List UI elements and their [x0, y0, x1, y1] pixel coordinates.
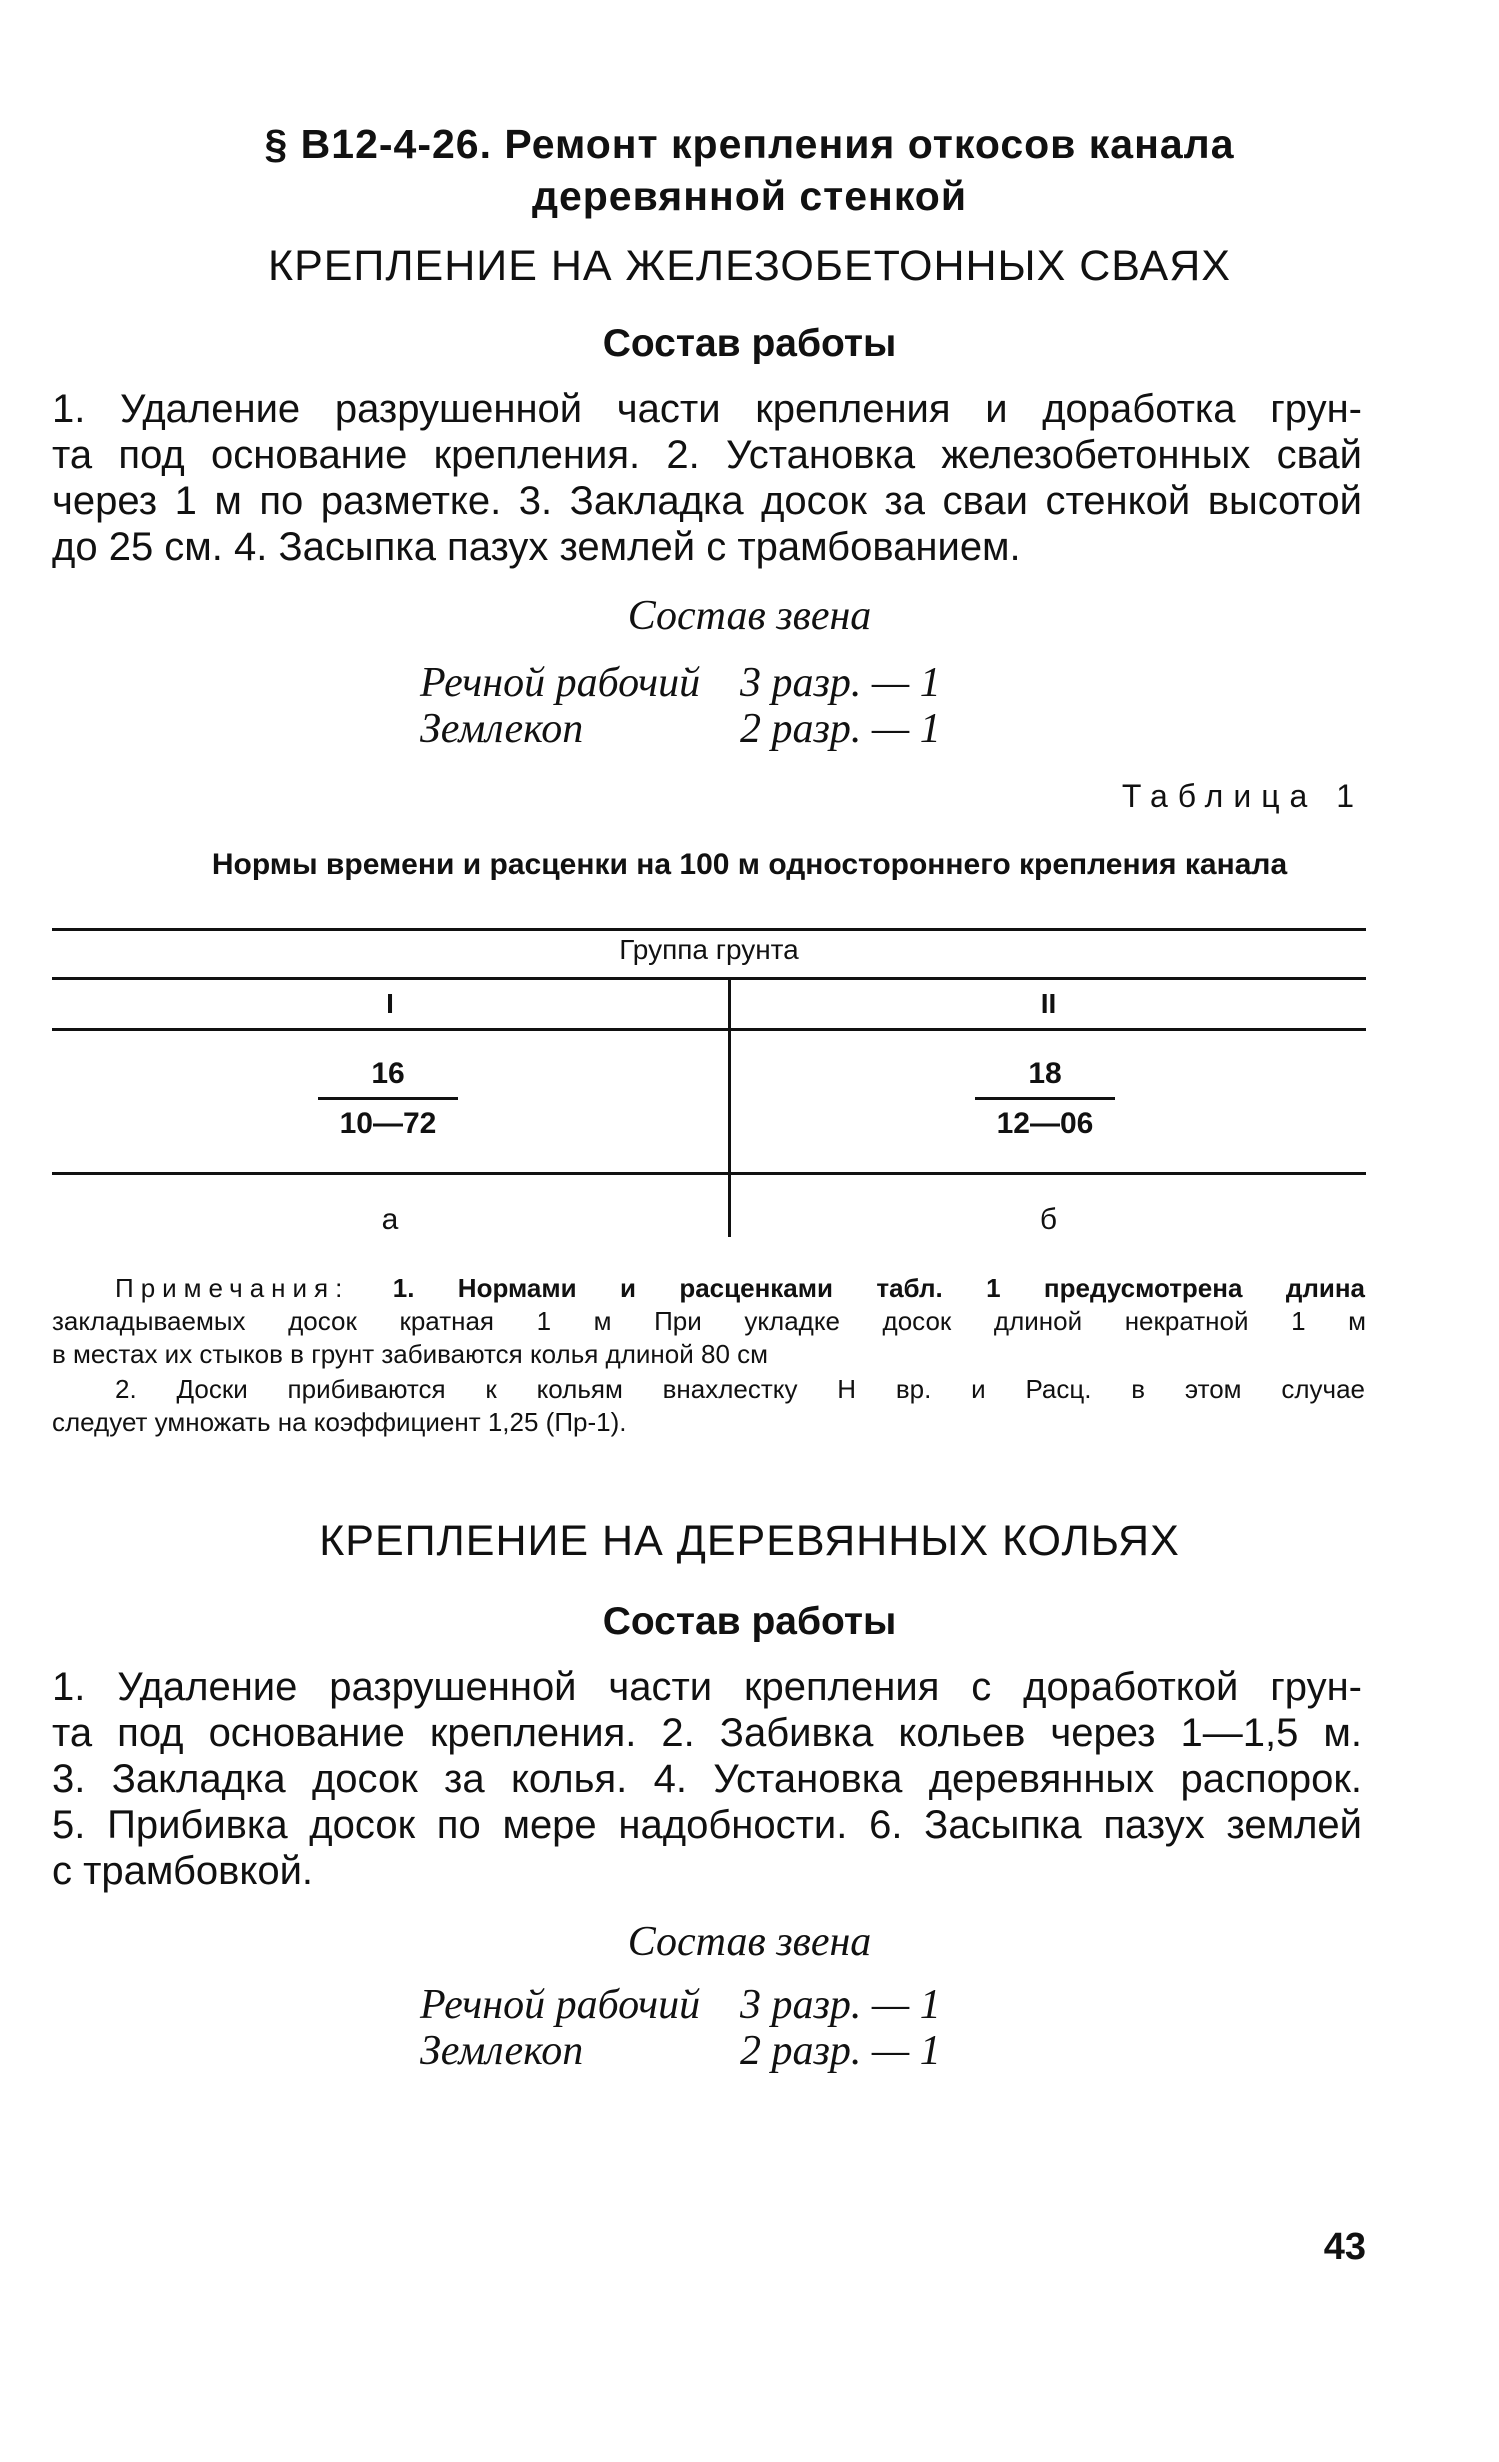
- text-line: с трамбовкой.: [52, 1849, 314, 1893]
- text-line: 5. Прибивка досок по мере надобности. 6. Засыпка пазух землей: [52, 1803, 1362, 1847]
- fraction-bar: [975, 1097, 1115, 1100]
- rate-value: 10—72: [339, 1107, 437, 1140]
- rate-value: 12—06: [996, 1107, 1094, 1140]
- crew-name: Речной рабочий: [420, 1982, 701, 2028]
- crew-rank: 3 разр. — 1: [740, 1982, 941, 2028]
- text-line: та под основание крепления. 2. Забивка кольев через 1—1,5 м.: [52, 1711, 1362, 1755]
- table-rule: [52, 928, 1366, 931]
- value-cell-2: [975, 1054, 1115, 1144]
- part2-heading: КРЕПЛЕНИЕ НА ДЕРЕВЯННЫХ КОЛЬЯХ: [319, 1517, 1180, 1565]
- table-notes-cont: [52, 1305, 1366, 1371]
- section-title: [0, 118, 1499, 222]
- notes-line: [115, 1272, 1365, 1305]
- column-header-1: I: [386, 988, 394, 1019]
- norm-value: 18: [1028, 1057, 1062, 1090]
- notes-text: 1. Нормами и расценками табл. 1 предусмотрена длина: [392, 1273, 1365, 1303]
- notes-line: 2. Доски прибиваются к кольям внахлестку Н вр. и Расц. в этом случае: [115, 1374, 1365, 1404]
- part1-crew-list: [420, 660, 1120, 752]
- notes-line: закладываемых досок кратная 1 м При укладке досок длиной некратной 1 м: [52, 1306, 1366, 1336]
- text-line: 1. Удаление разрушенной части крепления с доработкой грун-: [52, 1665, 1362, 1709]
- text-line: та под основание крепления. 2. Установка железобетонных свай: [52, 433, 1362, 477]
- table-rule: [52, 1172, 1366, 1175]
- text-line: 3. Закладка досок за колья. 4. Установка деревянных распорок.: [52, 1757, 1362, 1801]
- crew-rank: 2 разр. — 1: [740, 706, 941, 752]
- part1-work-heading: Состав работы: [602, 322, 897, 365]
- table-notes-2: [115, 1373, 1365, 1406]
- section-title-line: деревянной стенкой: [531, 173, 968, 219]
- crew-row: [420, 660, 1120, 706]
- crew-name: Речной рабочий: [420, 660, 701, 706]
- notes-line: следует умножать на коэффициент 1,25 (Пр-1).: [52, 1407, 627, 1437]
- table-caption: Нормы времени и расценки на 100 м одностороннего крепления канала: [211, 848, 1288, 881]
- notes-prefix: Примечания:: [115, 1273, 350, 1303]
- part2-crew-list: [420, 1982, 1120, 2074]
- crew-row: [420, 1982, 1120, 2028]
- table-notes-2-cont: [52, 1406, 1366, 1439]
- part2-crew-heading: Состав звена: [627, 1919, 872, 1965]
- table-rule: [52, 1028, 1366, 1031]
- text-line: до 25 см. 4. Засыпка пазух землей с трамбованием.: [52, 525, 1021, 569]
- crew-row: [420, 2028, 1120, 2074]
- column-letter-b: б: [1039, 1203, 1058, 1236]
- value-cell-1: [318, 1054, 458, 1144]
- group-header: Группа грунта: [619, 934, 799, 965]
- column-header-2: II: [1040, 988, 1057, 1019]
- part1-crew-heading: Состав звена: [627, 593, 872, 639]
- table-notes: [115, 1272, 1365, 1305]
- notes-line: в местах их стыков в грунт забиваются колья длиной 80 см: [52, 1339, 769, 1369]
- text-line: 1. Удаление разрушенной части крепления и доработка грун-: [52, 387, 1362, 431]
- crew-rank: 3 разр. — 1: [740, 660, 941, 706]
- table-rule: [52, 977, 1366, 980]
- part2-work-text: [52, 1664, 1362, 1894]
- table-label: Таблица 1: [1121, 778, 1364, 814]
- crew-name: Землекоп: [420, 2028, 584, 2074]
- fraction-bar: [318, 1097, 458, 1100]
- norm-value: 16: [371, 1057, 405, 1090]
- crew-name: Землекоп: [420, 706, 584, 752]
- part2-work-heading: Состав работы: [602, 1600, 897, 1643]
- crew-row: [420, 706, 1120, 752]
- page-number: 43: [1323, 2226, 1366, 2268]
- crew-rank: 2 разр. — 1: [740, 2028, 941, 2074]
- text-line: через 1 м по разметке. 3. Закладка досок за сваи стенкой высотой: [52, 479, 1362, 523]
- part1-work-text: [52, 386, 1362, 570]
- section-title-line: § В12-4-26. Ремонт крепления откосов канала: [264, 121, 1235, 167]
- column-letter-a: а: [381, 1203, 399, 1236]
- part1-heading: КРЕПЛЕНИЕ НА ЖЕЛЕЗОБЕТОННЫХ СВАЯХ: [268, 242, 1231, 290]
